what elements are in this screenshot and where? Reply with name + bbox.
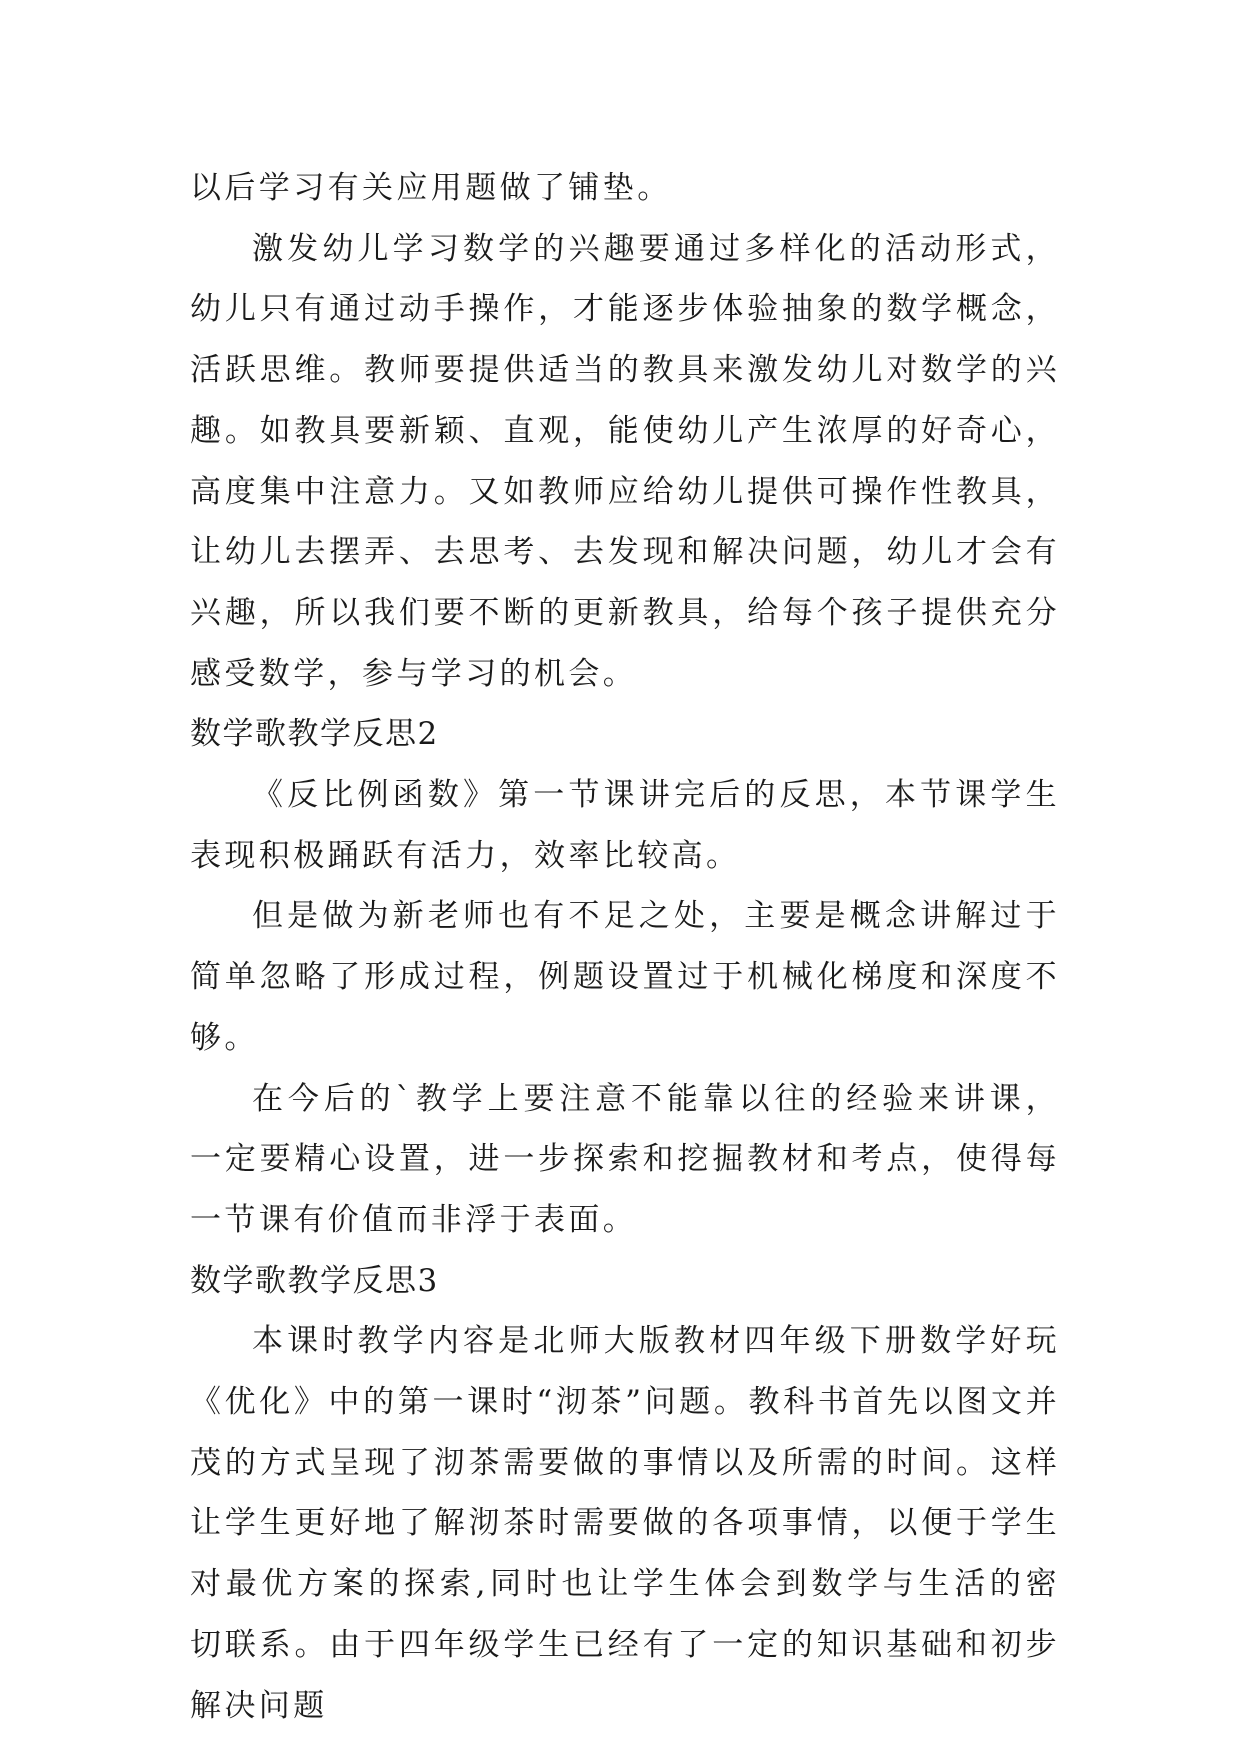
- paragraph-inverse-function: 《反比例函数》第一节课讲完后的反思，本节课学生表现积极踊跃有活力，效率比较高。: [190, 777, 1060, 874]
- section-heading-3: 数学歌教学反思3: [190, 1262, 439, 1299]
- paragraph-continued: 以后学习有关应用题做了铺垫。: [190, 170, 672, 206]
- section-heading-2: 数学歌教学反思2: [190, 716, 439, 753]
- paragraph-interest: 激发幼儿学习数学的兴趣要通过多样化的活动形式，幼儿只有通过动手操作，才能逐步体验抽象的数学概念，活跃思维。教师要提供适当的教具来激发幼儿对数学的兴趣。如教具要新颖、直观，能使幼儿产生浓厚的好奇心，高度集中注意力。又如教师应给幼儿提供可操作性教具，让幼儿去摆弄、去思考、去发现和解决问题，幼儿才会有兴趣，所以我们要不断的更新教具，给每个孩子提供充分感受数学，参与学习的机会。: [190, 230, 1060, 692]
- paragraph-future-teaching: 在今后的`教学上要注意不能靠以往的经验来讲课，一定要精心设置，进一步探索和挖掘教材和考点，使得每一节课有价值而非浮于表面。: [190, 1080, 1060, 1238]
- document-body: [190, 158, 1060, 1736]
- paragraph-shortcomings: 但是做为新老师也有不足之处，主要是概念讲解过于简单忽略了形成过程，例题设置过于机械化梯度和深度不够。: [190, 898, 1060, 1056]
- paragraph-tea-problem: 本课时教学内容是北师大版教材四年级下册数学好玩《优化》中的第一课时“沏茶”问题。教科书首先以图文并茂的方式呈现了沏茶需要做的事情以及所需的时间。这样让学生更好地了解沏茶时需要做的各项事情，以便于学生对最优方案的探索,同时也让学生体会到数学与生活的密切联系。由于四年级学生已经有了一定的知识基础和初步解决问题: [190, 1323, 1060, 1724]
